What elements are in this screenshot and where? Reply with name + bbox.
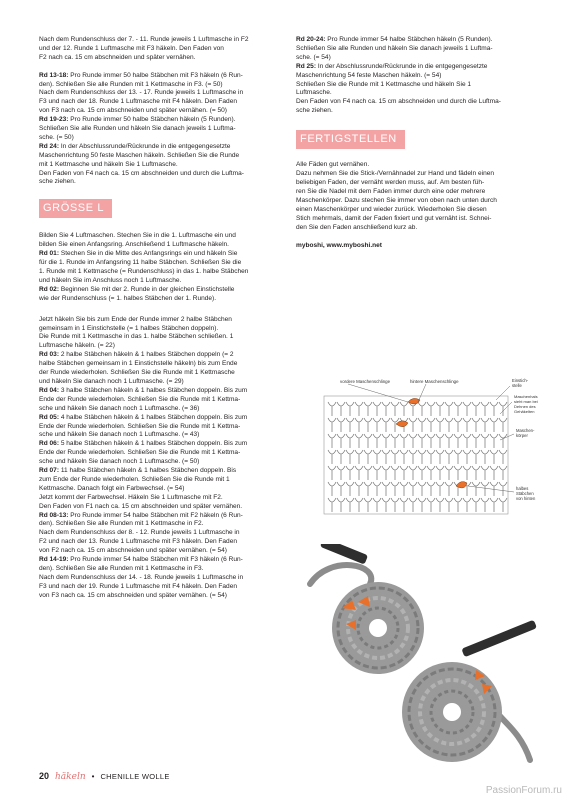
text-segment: mit 1 Kettmasche und häkeln Sie 1 Luftmasche.	[39, 160, 178, 168]
paragraph-rd25	[296, 63, 536, 116]
text-segment: Stich mehrmals, damit der Faden fixiert und gut vernäht ist. Schnei-	[296, 214, 492, 222]
text-segment: Ende der Runde wiederholen. Schließen Sie die Runde mit 1 Kettma-	[39, 395, 241, 403]
paragraph-rd02	[39, 286, 281, 304]
text-line	[39, 423, 281, 432]
round-label: Rd 24:	[39, 142, 60, 150]
text-segment: sche und häkeln Sie danach noch 1 Luftmasche. (= 36)	[39, 404, 200, 412]
paragraph-rd19-23	[39, 116, 281, 143]
text-segment: Maschenrichtung 50 feste Maschen häkeln. Schließen Sie die Runde	[39, 151, 240, 159]
round-label: Rd 08-13:	[39, 511, 69, 519]
text-line	[39, 440, 281, 449]
text-segment: den). Schließen Sie alle Runden mit 1 Kettmasche in F3. (= 50)	[39, 80, 223, 88]
text-line	[296, 36, 536, 45]
text-line	[296, 224, 536, 233]
text-segment: Luftmasche häkeln. (= 22)	[39, 342, 115, 350]
text-segment: halbe Stäbchen gemeinsam in 1 Einstichstelle häkeln) bis zum Ende	[39, 360, 238, 368]
text-segment: sche. (= 54)	[296, 53, 331, 61]
text-line	[39, 369, 281, 378]
text-segment: einen Maschenkörper und wieder zurück. Wiederholen Sie diesen	[296, 205, 487, 213]
paragraph-rd05	[39, 414, 281, 441]
text-line	[39, 360, 281, 369]
text-segment: Die Runde mit 1 Kettmasche in das 1. halbe Stäbchen schließen. 1	[39, 333, 234, 341]
paragraph-rd01	[39, 250, 281, 286]
text-segment: Bilden Sie 4 Luftmaschen. Stechen Sie in die 1. Luftmasche ein und	[39, 232, 236, 240]
magazine-subtitle: CHENILLE WOLLE	[100, 772, 170, 781]
paragraph-rd03	[39, 351, 281, 387]
text-segment: Schließen Sie alle Runden und häkeln Sie danach jeweils 1 Luftma-	[39, 125, 236, 133]
text-segment: den Sie den Faden anschließend kurz ab.	[296, 223, 418, 231]
text-line	[39, 378, 281, 387]
crochet-photo-2	[380, 620, 540, 770]
text-line	[39, 89, 281, 98]
text-line	[39, 458, 281, 467]
magazine-logo: häkeln	[55, 772, 86, 782]
text-line	[39, 467, 281, 476]
round-label: Rd 20-24:	[296, 36, 326, 43]
text-segment: für die 1. Runde im Anfangsring 11 halbe Stäbchen. Schließen Sie die	[39, 259, 242, 267]
text-line	[39, 512, 281, 521]
heading-fertigstellen: FERTIGSTELLEN	[296, 130, 405, 149]
page-footer	[39, 771, 170, 782]
text-segment: Alle Fäden gut vernähen.	[296, 161, 370, 169]
text-segment: den). Schließen Sie alle Runden mit 1 Kettmasche in F3.	[39, 565, 204, 573]
text-line	[39, 476, 281, 485]
text-line	[39, 538, 281, 547]
text-line	[39, 414, 281, 423]
text-line	[39, 485, 281, 494]
text-segment: ren Sie die Nadel mit dem Faden immer durch eine oder mehrere	[296, 187, 486, 195]
text-segment: Pro Runde immer 54 halbe Stäbchen mit F2 häkeln (6 Run-	[68, 511, 243, 519]
text-line	[39, 503, 281, 512]
text-line	[39, 170, 281, 179]
text-segment: Nach dem Rundenschluss der 14. - 18. Runde jeweils 1 Luftmasche in	[39, 573, 244, 581]
paragraph-intro-l	[39, 232, 281, 250]
round-label: Rd 07:	[39, 467, 60, 475]
round-label: Rd 14-19:	[39, 556, 69, 564]
text-line	[39, 45, 281, 54]
text-segment: bilden Sie einen Anfangsring. Anschließend 1 Luftmasche häkeln.	[39, 241, 229, 249]
text-segment: Pro Runde immer 50 halbe Stäbchen mit F3 häkeln (6 Run-	[68, 71, 243, 79]
text-line	[296, 215, 536, 224]
text-segment: gemeinsam in 1 Einstichstelle (= 1 halbes Stäbchen doppeln).	[39, 324, 219, 332]
text-line	[39, 54, 281, 63]
text-segment: In der Abschlussrunde/Rückrunde in die entgegengesetzte	[59, 142, 231, 150]
text-segment: 3 halbe Stäbchen häkeln & 1 halbes Stäbchen doppeln. Bis zum	[59, 386, 248, 394]
round-label: Rd 19-23:	[39, 116, 69, 124]
paragraph-rd08-13	[39, 512, 281, 557]
paragraph-rd07	[39, 467, 281, 512]
text-line	[296, 170, 536, 179]
text-line	[296, 206, 536, 215]
text-segment: sche und häkeln Sie danach noch 1 Luftmasche. (= 43)	[39, 431, 200, 439]
text-line	[296, 63, 536, 72]
text-line	[39, 494, 281, 503]
round-label: Rd 13-18:	[39, 71, 69, 79]
text-segment: Maschenkörper. Dazu stechen Sie immer von oben nach unten durch	[296, 196, 497, 204]
text-segment: Maschenrichtung 54 feste Maschen häkeln. (= 54)	[296, 71, 442, 79]
text-line	[296, 45, 536, 54]
text-line	[39, 134, 281, 143]
text-line	[39, 286, 281, 295]
text-line	[296, 179, 536, 188]
text-segment: wie der Rundenschluss (= 1. halbes Stäbchen der 1. Runde).	[39, 294, 217, 302]
text-line	[296, 72, 536, 81]
text-line	[39, 351, 281, 360]
text-segment: 4 halbe Stäbchen häkeln & 1 halbes Stäbchen doppeln. Bis zum	[59, 413, 248, 421]
text-line	[39, 565, 281, 574]
text-segment: 11 halbe Stäbchen häkeln & 1 halbes Stäbchen doppeln. Bis	[59, 467, 237, 475]
text-line	[39, 387, 281, 396]
text-segment: von F2 nach ca. 15 cm abschneiden und später vernähen. (= 54)	[39, 547, 227, 555]
text-line	[39, 316, 281, 325]
text-segment: sche ziehen.	[39, 178, 76, 186]
paragraph-rd06	[39, 440, 281, 467]
text-segment: den). Schließen Sie alle Runden mit 1 Kettmasche in F2.	[39, 520, 204, 528]
text-segment: Ende der Runde wiederholen. Schließen Sie die Runde mit 1 Kettma-	[39, 422, 241, 430]
text-line	[39, 583, 281, 592]
text-segment: Den Faden von F1 nach ca. 15 cm abschneiden und später vernähen.	[39, 502, 243, 510]
text-line	[296, 197, 536, 206]
text-segment: 1. Runde mit 1 Kettmasche (= Rundenschluss) in das 1. halbe Stäbchen	[39, 268, 249, 276]
text-line	[39, 250, 281, 259]
label-front-loop: vordere Maschenschlinge	[340, 379, 391, 384]
text-line	[39, 333, 281, 342]
text-segment: beliebigen Faden, der vernäht werden muss, auf. Am besten füh-	[296, 178, 485, 186]
text-segment: F2 nach ca. 15 cm abschneiden und später vernähen.	[39, 53, 196, 61]
text-line	[39, 107, 281, 116]
text-line	[39, 547, 281, 556]
text-line	[39, 268, 281, 277]
text-line	[39, 592, 281, 601]
text-segment: Jetzt häkeln Sie bis zum Ende der Runde immer 2 halbe Stäbchen	[39, 315, 232, 323]
paragraph-rd14-19	[39, 556, 281, 601]
text-segment: und der 12. Runde 1 Luftmasche mit F3 häkeln. Den Faden von	[39, 44, 224, 52]
text-line	[39, 431, 281, 440]
paragraph-rd20-24	[296, 36, 536, 63]
text-segment: und häkeln Sie im Anschluss noch 1 Luftmasche.	[39, 276, 182, 284]
text-line	[39, 232, 281, 241]
text-line	[39, 72, 281, 81]
text-segment: Ende der Runde wiederholen. Schließen Sie die Runde mit 1 Kettma-	[39, 449, 241, 457]
text-line	[296, 89, 536, 98]
text-line	[39, 161, 281, 170]
diagram-frame	[324, 396, 508, 514]
text-line	[296, 188, 536, 197]
text-line	[39, 98, 281, 107]
round-label: Rd 25:	[296, 62, 317, 70]
text-segment: Schließen Sie die Runde mit 1 Kettmasche und häkeln Sie 1	[296, 80, 472, 88]
text-line	[39, 116, 281, 125]
paragraph-left-1	[39, 36, 281, 63]
crochet-ring-2	[402, 662, 502, 762]
text-segment: von F3 nach ca. 15 cm abschneiden und später vernähen. (= 50)	[39, 107, 227, 115]
text-line	[39, 125, 281, 134]
text-line	[39, 143, 281, 152]
text-line	[39, 556, 281, 565]
text-line	[296, 98, 536, 107]
text-segment: Kettmasche. Danach folgt ein Farbwechsel. (= 54)	[39, 484, 185, 492]
round-label: Rd 04:	[39, 386, 60, 394]
text-segment: Den Faden von F4 nach ca. 15 cm abschneiden und durch die Luftma-	[39, 169, 244, 177]
paragraph-rd13-18	[39, 72, 281, 117]
text-segment: In der Abschlussrunde/Rückrunde in die entgegengesetzte	[316, 62, 488, 70]
paragraph-rd02-cont	[39, 316, 281, 352]
text-segment: F2 und nach der 13. Runde 1 Luftmasche mit F3 häkeln. Den Faden	[39, 538, 237, 546]
text-segment: sche ziehen.	[296, 107, 333, 115]
text-segment: Pro Runde immer 50 halbe Stäbchen häkeln (5 Runden).	[68, 116, 236, 124]
text-segment: Pro Runde immer 54 halbe Stäbchen häkeln (5 Runden).	[325, 36, 493, 43]
text-line	[39, 81, 281, 90]
text-line	[39, 396, 281, 405]
text-segment: Beginnen Sie mit der 2. Runde in der gleichen Einstichstelle	[59, 285, 235, 293]
text-line	[39, 325, 281, 334]
text-line	[39, 295, 281, 304]
round-label: Rd 01:	[39, 250, 60, 258]
text-line	[296, 81, 536, 90]
text-segment: der Runde wiederholen. Schließen Sie die Runde mit 1 Kettmasche	[39, 369, 235, 377]
text-segment: sche und häkeln Sie danach noch 1 Luftmasche. (= 50)	[39, 458, 200, 466]
stitch-diagram	[296, 374, 542, 518]
text-line	[39, 574, 281, 583]
text-segment: Pro Runde immer 54 halbe Stäbchen mit F3 häkeln (6 Run-	[68, 556, 243, 564]
crochet-hook-icon-2	[461, 620, 537, 657]
text-segment: Nach dem Rundenschluss der 13. - 17. Runde jeweils 1 Luftmasche in	[39, 89, 244, 97]
round-label: Rd 05:	[39, 413, 60, 421]
text-segment: Stechen Sie in die Mitte des Anfangsrings ein und häkeln Sie	[59, 250, 238, 258]
text-segment: Dazu nehmen Sie die Stick-/Vernähnadel zur Hand und fädeln einen	[296, 170, 494, 178]
text-line	[296, 161, 536, 170]
text-segment: Den Faden von F4 nach ca. 15 cm abschneiden und durch die Luftma-	[296, 98, 501, 106]
text-line	[39, 178, 281, 187]
text-segment: F3 und nach der 19. Runde 1 Luftmasche mit F4 häkeln. Den Faden	[39, 582, 237, 590]
text-segment: Nach dem Rundenschluss der 8. - 12. Runde jeweils 1 Luftmasche in	[39, 529, 240, 537]
text-segment: Jetzt kommt der Farbwechsel. Häkeln Sie 1 Luftmasche mit F2.	[39, 493, 223, 501]
text-line	[39, 342, 281, 351]
text-line	[39, 241, 281, 250]
text-segment: F3 und nach der 18. Runde 1 Luftmasche mit F4 häkeln. Den Faden	[39, 98, 237, 106]
crochet-hook-icon	[320, 544, 368, 565]
text-segment: von F3 nach ca. 15 cm abschneiden und später vernähen. (= 54)	[39, 591, 227, 599]
text-segment: und häkeln Sie danach noch 1 Luftmasche. (= 29)	[39, 377, 184, 385]
text-segment: Schließen Sie alle Runden und häkeln Sie danach jeweils 1 Luftma-	[296, 44, 493, 52]
footer-separator: •	[91, 772, 95, 781]
label-half-stitch: halbes Stäbchen von hinten	[516, 486, 536, 501]
heading-groesse-l: GRÖSSE L	[39, 199, 112, 218]
text-line	[296, 107, 536, 116]
paragraph-rd04	[39, 387, 281, 414]
text-segment: zum Ende der Runde wiederholen. Schließen Sie die Runde mit 1	[39, 475, 230, 483]
paragraph-rd24	[39, 143, 281, 188]
text-line	[39, 152, 281, 161]
text-line	[39, 277, 281, 286]
text-line	[39, 529, 281, 538]
watermark: PassionForum.ru	[485, 785, 562, 796]
left-column	[39, 36, 281, 601]
text-segment: Nach dem Rundenschluss der 7. - 11. Runde jeweils 1 Luftmasche in F2	[39, 36, 249, 43]
paragraph-fertigstellen	[296, 161, 536, 232]
round-label: Rd 06:	[39, 440, 60, 448]
label-back-loop: hintere Maschenschlinge	[410, 379, 459, 384]
text-segment: 5 halbe Stäbchen häkeln & 1 halbes Stäbchen doppeln. Bis zum	[59, 440, 248, 448]
text-line	[39, 520, 281, 529]
website-credit: myboshi, www.myboshi.net	[296, 242, 382, 250]
text-line	[39, 449, 281, 458]
label-visible: Maschenhals sieht man bei Dehnen des Gehäkelten	[514, 394, 538, 414]
round-label: Rd 02:	[39, 285, 60, 293]
text-segment: sche. (= 50)	[39, 133, 74, 141]
label-body: Maschen- körper	[516, 428, 535, 438]
text-line	[39, 36, 281, 45]
right-column	[296, 36, 536, 251]
page-number: 20	[39, 771, 50, 781]
text-line	[296, 54, 536, 63]
label-insert: Einstich- stelle	[512, 378, 529, 388]
text-segment: 2 halbe Stäbchen häkeln & 1 halbes Stäbchen doppeln (= 2	[59, 351, 234, 359]
text-line	[39, 405, 281, 414]
round-label: Rd 03:	[39, 351, 60, 359]
text-segment: Luftmasche.	[296, 89, 332, 97]
text-line	[39, 259, 281, 268]
